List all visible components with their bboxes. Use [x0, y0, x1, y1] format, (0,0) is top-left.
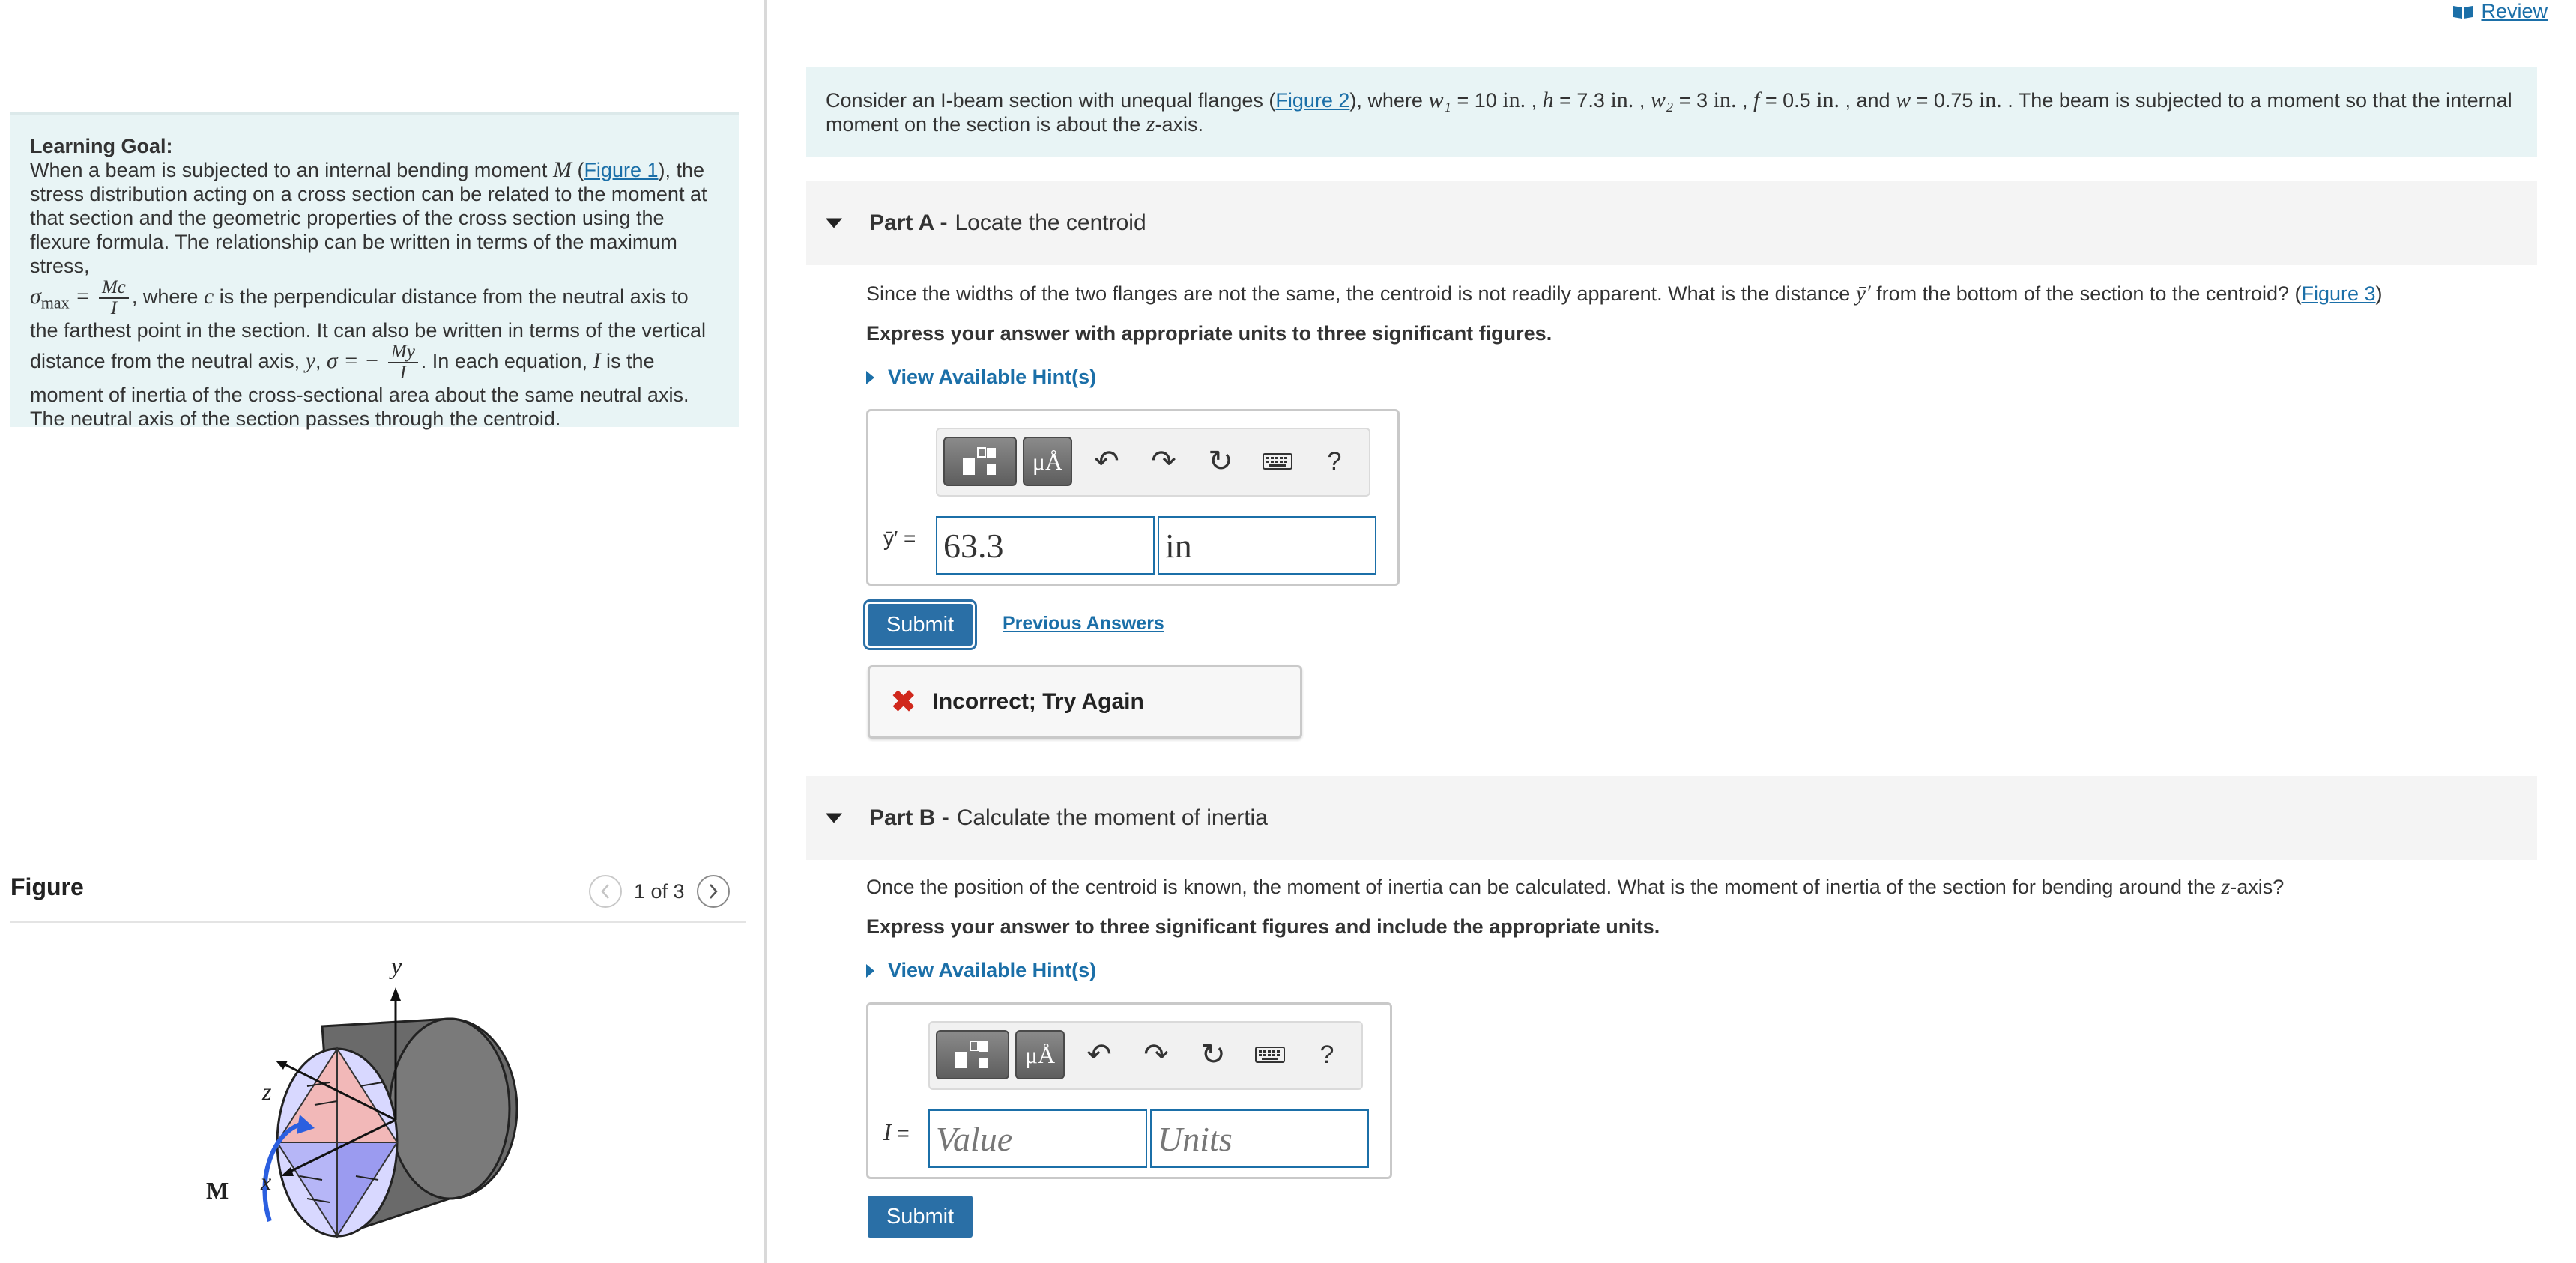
- part-a-q3: ): [2375, 282, 2383, 305]
- part-b-hints-label: View Available Hint(s): [888, 959, 1097, 981]
- part-a-answer-box: [866, 409, 1400, 586]
- undo-icon[interactable]: ↶: [1086, 1038, 1112, 1071]
- keyboard-icon[interactable]: [1248, 1030, 1292, 1079]
- previous-answers-link[interactable]: Previous Answers: [1003, 613, 1164, 634]
- part-b-answer-box: [866, 1002, 1392, 1179]
- part-a-field-label: ȳ′ =: [883, 527, 916, 550]
- intro-text-1: Consider an I-beam section with unequal flanges (: [826, 89, 1276, 112]
- figure-1-link[interactable]: Figure 1: [584, 159, 659, 181]
- label-x: x: [261, 1168, 272, 1195]
- part-b-field-label: [883, 1118, 910, 1146]
- goal-text-1: When a beam is subjected to an internal bending moment: [30, 159, 548, 181]
- incorrect-x-icon: ✖: [891, 685, 916, 718]
- units-button[interactable]: μÅ: [1015, 1030, 1065, 1079]
- goal-text-6: is the moment of inertia of the cross-sectional area about the same neutral axis. The neutral axis of the section passes through the centroid.: [30, 350, 689, 430]
- figure-page-indicator: 1 of 3: [634, 879, 685, 903]
- part-a-feedback: [868, 665, 1302, 739]
- templates-button[interactable]: [943, 437, 1017, 486]
- equals-sign: =: [891, 1121, 910, 1145]
- unit-in-3: in.: [1713, 88, 1737, 112]
- collapse-triangle-icon: [826, 219, 842, 228]
- goal-M: M: [552, 157, 572, 182]
- figure-next-button[interactable]: [697, 875, 730, 908]
- w1-value: = 10: [1457, 89, 1497, 112]
- expand-triangle-icon: [866, 371, 874, 384]
- part-b-units-input[interactable]: Units: [1150, 1109, 1369, 1168]
- chevron-right-icon: [707, 883, 719, 900]
- label-M: M: [206, 1177, 229, 1204]
- help-button[interactable]: ?: [1327, 446, 1342, 476]
- goal-I: I: [593, 348, 601, 374]
- part-b-prefix: Part B -: [869, 805, 949, 830]
- goal-sigma: σ: [327, 348, 338, 374]
- keyboard-icon[interactable]: [1255, 437, 1300, 486]
- intro-text-4: -axis.: [1155, 113, 1203, 136]
- reset-icon[interactable]: ↻: [1208, 445, 1233, 478]
- unit-in-5: in.: [1978, 88, 2002, 112]
- frac2-num: My: [388, 342, 418, 363]
- intro-text-2: ), where: [1349, 89, 1423, 112]
- unit-in-2: in.: [1610, 88, 1634, 112]
- goal-c: c: [203, 284, 214, 309]
- collapse-triangle-icon: [826, 814, 842, 823]
- part-a-q2: from the bottom of the section to the centroid? (: [1876, 282, 2302, 305]
- goal-text-5: . In each equation,: [420, 350, 587, 373]
- frac1-num: Mc: [99, 278, 129, 299]
- part-a-header[interactable]: [806, 181, 2537, 265]
- goal-text-2: ), the stress distribution acting on a cross section can be related to the moment at that section and the geometric properties of the cross section using the flexure formula. The relationship can be written in terms of the maximum stress,: [30, 159, 707, 277]
- part-b-question: [866, 875, 2284, 899]
- part-a-value-input[interactable]: 63.3: [936, 516, 1155, 575]
- part-a-title: Locate the centroid: [955, 210, 1146, 235]
- unit-in-1: in.: [1502, 88, 1526, 112]
- figure-2-link[interactable]: Figure 2: [1275, 89, 1350, 112]
- sigma-max: σ: [30, 284, 41, 309]
- help-button[interactable]: ?: [1319, 1040, 1334, 1069]
- var-z-b: z: [2221, 874, 2231, 899]
- part-a-q1: Since the widths of the two flanges are not the same, the centroid is not readily apparent. What is the distance: [866, 282, 1851, 305]
- problem-statement: Consider an I-beam section with unequal flanges (Figure 2), where w₁ = 10 in. , h = 7.3 in. , w₂ = 3 in. , f = 0.5 in. , and w = 0.75 in. . The beam is subjected to a moment so that the internal moment on the section is about the z-axis.: [806, 67, 2537, 157]
- templates-button[interactable]: [936, 1030, 1009, 1079]
- part-a-instruction: Express your answer with appropriate units to three significant figures.: [866, 322, 1552, 345]
- var-w2: w₂: [1650, 88, 1674, 112]
- w-value: = 0.75: [1916, 89, 1974, 112]
- fraction-my-i: [388, 342, 418, 383]
- part-b-title: Calculate the moment of inertia: [956, 805, 1268, 830]
- feedback-text: Incorrect; Try Again: [932, 689, 1144, 714]
- beam-figure: [187, 951, 577, 1251]
- reset-icon[interactable]: ↻: [1200, 1038, 1226, 1071]
- figure-prev-button[interactable]: [589, 875, 622, 908]
- w2-value: = 3: [1678, 89, 1708, 112]
- part-b-value-input[interactable]: Value: [928, 1109, 1147, 1168]
- intro-text-3: . The beam is subjected to a moment so that the internal moment on the section is about the: [826, 89, 2512, 136]
- figure-divider: [10, 921, 746, 923]
- goal-text-3: , where: [131, 285, 199, 309]
- var-I: I: [883, 1118, 892, 1145]
- unit-in-4: in.: [1816, 88, 1839, 112]
- part-b-instruction: Express your answer to three significant figures and include the appropriate units.: [866, 915, 1660, 938]
- frac2-den: I: [399, 363, 406, 383]
- part-a-hints-link[interactable]: [866, 366, 1096, 389]
- redo-icon[interactable]: ↷: [1151, 445, 1176, 478]
- part-b-hints-link[interactable]: [866, 959, 1096, 982]
- redo-icon[interactable]: ↷: [1143, 1038, 1169, 1071]
- part-a-hints-label: View Available Hint(s): [888, 366, 1097, 388]
- var-w: w: [1896, 88, 1911, 112]
- expand-triangle-icon: [866, 964, 874, 978]
- max-subscript: max: [40, 293, 70, 312]
- fraction-mc-i: [99, 278, 129, 318]
- part-b-header[interactable]: [806, 776, 2537, 860]
- figure-pager: [589, 873, 730, 909]
- part-b-q1: Once the position of the centroid is known, the moment of inertia can be calculated. What is the moment of inertia of the section for bending around the: [866, 876, 2216, 898]
- part-a-toolbar: [936, 428, 1370, 497]
- learning-goal-title: Learning Goal:: [30, 135, 173, 157]
- templates-icon: [961, 445, 999, 478]
- f-value: = 0.5: [1765, 89, 1811, 112]
- h-value: = 7.3: [1559, 89, 1605, 112]
- review-link[interactable]: [2452, 0, 2548, 23]
- review-label: Review: [2481, 0, 2548, 22]
- var-ybar: ȳ′: [1855, 281, 1871, 306]
- part-a-units-input[interactable]: in: [1158, 516, 1376, 575]
- label-y: y: [391, 952, 402, 979]
- goal-y: y: [305, 348, 316, 374]
- var-w1: w₁: [1428, 88, 1451, 112]
- book-icon: [2452, 4, 2473, 19]
- var-h: h: [1542, 88, 1554, 112]
- var-f: f: [1753, 88, 1760, 112]
- equals-minus: = −: [343, 348, 380, 374]
- beam-end-face: [390, 1019, 510, 1199]
- chevron-left-icon: [599, 883, 611, 900]
- part-b-submit-button[interactable]: Submit: [868, 1196, 973, 1238]
- figure-title: Figure: [10, 873, 84, 900]
- equals: =: [75, 284, 91, 309]
- units-button[interactable]: μÅ: [1023, 437, 1072, 486]
- var-z: z: [1146, 112, 1155, 136]
- learning-goal-box: Learning Goal: When a beam is subjected to an internal bending moment M (Figure 1), the stress distribution acting on a cross section can be related to the moment at that section and the geometric properties of the cross section using the flexure formula. The relationship can be written in terms of the maximum stress, $\sigma_{max}$ = $\frac{Mc}{I}$ , where c is the perpendicular distance from the neutral axis to the farthest point in the section. It can also be written in terms of the vertical distance from the neutral axis, y, σ = − $\frac{My}{I}$ . In each equation, I is the moment of inertia of the cross-sectional area about the same neutral axis. The neutral axis of the section passes through the centroid.: [10, 112, 739, 427]
- goal-text-4: is the perpendicular distance from the neutral axis to the farthest point in the section. It can also be written in terms of the vertical distance from the neutral axis,: [30, 285, 706, 373]
- part-a-prefix: Part A -: [869, 210, 948, 235]
- templates-icon: [954, 1038, 991, 1071]
- part-a-question: [866, 282, 2383, 306]
- frac1-den: I: [110, 298, 118, 318]
- part-a-submit-button[interactable]: Submit: [868, 604, 973, 646]
- part-b-toolbar: [928, 1021, 1363, 1090]
- left-pane: [0, 0, 767, 1263]
- figure-3-link[interactable]: Figure 3: [2301, 282, 2376, 305]
- undo-icon[interactable]: ↶: [1094, 445, 1119, 478]
- label-z: z: [262, 1078, 272, 1105]
- part-b-q2: -axis?: [2230, 876, 2285, 898]
